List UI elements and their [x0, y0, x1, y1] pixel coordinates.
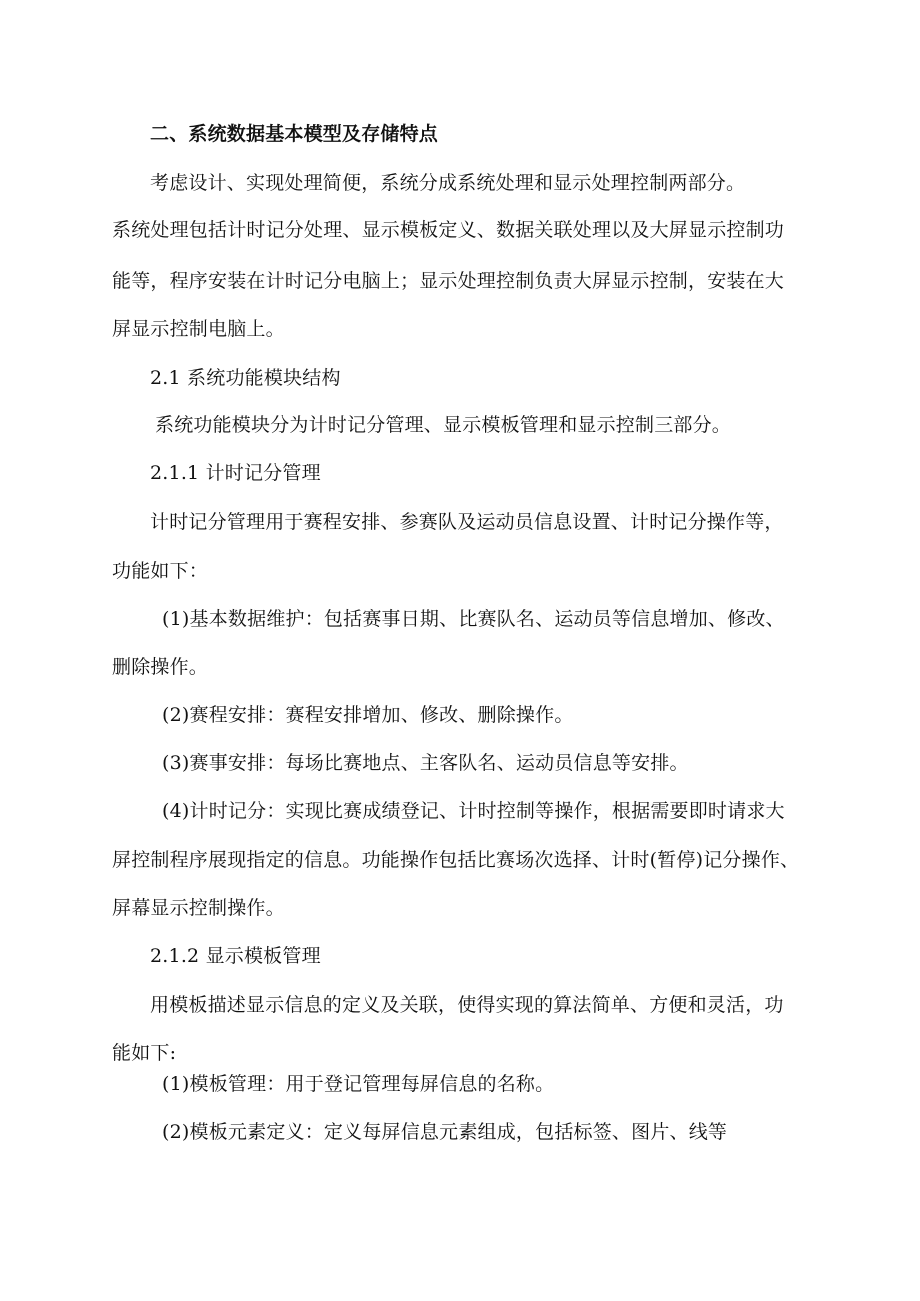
section-heading: 二、系统数据基本模型及存储特点 — [150, 123, 439, 145]
item-1-line-1: (1)基本数据维护：包括赛事日期、比赛队名、运动员等信息增加、修改、 — [162, 608, 785, 630]
item-1-line-2: 删除操作。 — [112, 656, 209, 678]
section-2-1-title: 2.1 系统功能模块结构 — [150, 367, 341, 389]
template-item-1: (1)模板管理：用于登记管理每屏信息的名称。 — [162, 1073, 555, 1095]
section-2-1-2-desc-line-1: 用模板描述显示信息的定义及关联，使得实现的算法简单、方便和灵活，功 — [150, 994, 784, 1016]
intro-line-1: 考虑设计、实现处理简便，系统分成系统处理和显示处理控制两部分。 — [150, 172, 746, 194]
item-4-line-3: 屏幕显示控制操作。 — [112, 897, 285, 919]
section-2-1-2-title: 2.1.2 显示模板管理 — [150, 945, 321, 967]
intro-line-2: 系统处理包括计时记分处理、显示模板定义、数据关联处理以及大屏显示控制功 — [112, 219, 785, 241]
item-4-line-2: 屏控制程序展现指定的信息。功能操作包括比赛场次选择、计时(暂停)记分操作、 — [112, 849, 800, 871]
intro-line-4: 屏显示控制电脑上。 — [112, 318, 285, 340]
section-2-1-2-desc-line-2: 能如下: — [112, 1042, 177, 1064]
template-item-2: (2)模板元素定义：定义每屏信息元素组成，包括标签、图片、线等 — [162, 1121, 728, 1143]
item-2: (2)赛程安排：赛程安排增加、修改、删除操作。 — [162, 704, 574, 726]
section-2-1-text: 系统功能模块分为计时记分管理、显示模板管理和显示控制三部分。 — [155, 414, 732, 436]
section-2-1-1-desc-line-1: 计时记分管理用于赛程安排、参赛队及运动员信息设置、计时记分操作等， — [150, 511, 784, 533]
item-3: (3)赛事安排：每场比赛地点、主客队名、运动员信息等安排。 — [162, 752, 689, 774]
intro-line-3: 能等，程序安装在计时记分电脑上；显示处理控制负责大屏显示控制，安装在大 — [112, 270, 785, 292]
section-2-1-1-title: 2.1.1 计时记分管理 — [150, 462, 321, 484]
item-4-line-1: (4)计时记分：实现比赛成绩登记、计时控制等操作，根据需要即时请求大 — [162, 800, 785, 822]
section-2-1-1-desc-line-2: 功能如下： — [112, 560, 209, 582]
